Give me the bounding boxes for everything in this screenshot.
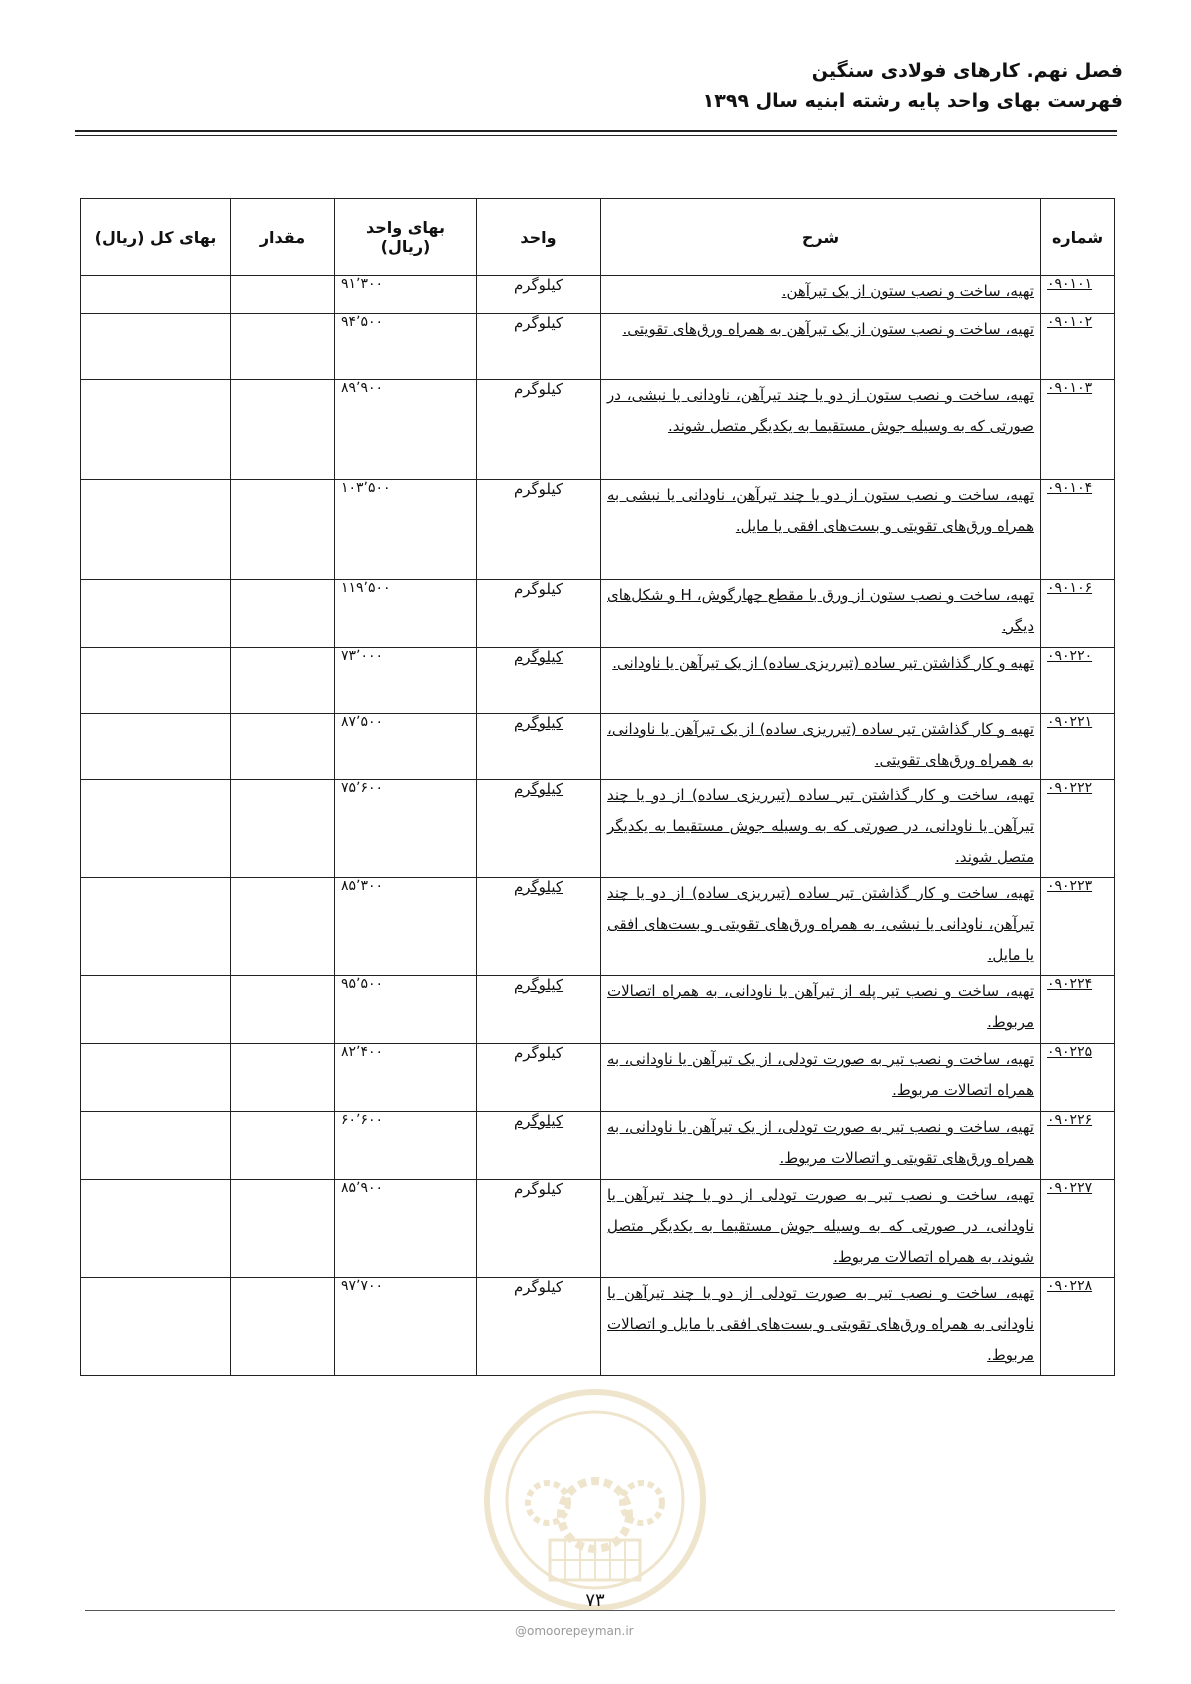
item-description-text: تهیه، ساخت و نصب ستون از دو یا چند تیرآهن، ناودانی یا نبشی به همراه ورق‌های تقویتی و بست‌های افقی یا مایل. bbox=[607, 486, 1034, 535]
item-total bbox=[81, 976, 231, 1044]
item-unit bbox=[477, 480, 601, 580]
item-total bbox=[81, 480, 231, 580]
item-description-text: تهیه، ساخت و نصب تیر به صورت تودلی، از یک تیرآهن یا ناودانی، به همراه اتصالات مربوط. bbox=[607, 1050, 1034, 1099]
page-number: ۷۳ bbox=[585, 1590, 605, 1611]
item-unit-text: کیلوگرم bbox=[513, 1180, 564, 1198]
item-code bbox=[1041, 380, 1115, 480]
item-quantity bbox=[231, 480, 335, 580]
item-description bbox=[601, 380, 1041, 480]
price-table bbox=[80, 198, 1115, 1376]
item-unit-text: کیلوگرم bbox=[513, 380, 564, 398]
item-unit-price-text: ۹۴٬۵۰۰ bbox=[341, 314, 384, 330]
item-code bbox=[1041, 314, 1115, 380]
item-unit-price-text: ۱۰۳٬۵۰۰ bbox=[341, 480, 391, 496]
item-quantity bbox=[231, 1112, 335, 1180]
item-unit-price-text: ۸۵٬۳۰۰ bbox=[341, 878, 384, 894]
chapter-title: فصل نهم. کارهای فولادی سنگین bbox=[811, 60, 1123, 82]
table-row bbox=[81, 648, 1115, 714]
table-row bbox=[81, 276, 1115, 314]
col-header-unit-price bbox=[335, 199, 477, 276]
table-header-row bbox=[81, 199, 1115, 276]
item-unit-text: کیلوگرم bbox=[513, 714, 564, 732]
item-code bbox=[1041, 714, 1115, 780]
item-code bbox=[1041, 1278, 1115, 1376]
item-unit bbox=[477, 580, 601, 648]
table-row bbox=[81, 1112, 1115, 1180]
item-total bbox=[81, 580, 231, 648]
header-rule-thin bbox=[75, 135, 1117, 136]
item-code-text: ۰۹۰۲۲۷ bbox=[1047, 1180, 1093, 1196]
item-unit-price-text: ۷۵٬۶۰۰ bbox=[341, 780, 384, 796]
item-code bbox=[1041, 480, 1115, 580]
item-description-text: تهیه، ساخت و نصب تیر به صورت تودلی، از یک تیرآهن یا ناودانی، به همراه ورق‌های تقویتی و اتصالات مربوط. bbox=[607, 1118, 1034, 1167]
item-code bbox=[1041, 780, 1115, 878]
item-quantity bbox=[231, 714, 335, 780]
item-quantity bbox=[231, 780, 335, 878]
item-unit bbox=[477, 1112, 601, 1180]
item-description-text: تهیه، ساخت و نصب ستون از دو یا چند تیرآهن، ناودانی یا نبشی، در صورتی که به وسیله جوش مستقیما به یکدیگر متصل شوند. bbox=[607, 386, 1034, 435]
item-code-text: ۰۹۰۲۲۵ bbox=[1047, 1044, 1093, 1060]
item-description-text: تهیه، ساخت و نصب تیر پله از تیرآهن یا ناودانی، به همراه اتصالات مربوط. bbox=[607, 982, 1034, 1031]
item-code-text: ۰۹۰۱۰۶ bbox=[1047, 580, 1093, 596]
item-total bbox=[81, 1044, 231, 1112]
item-description bbox=[601, 648, 1041, 714]
price-list-title: فهرست بهای واحد پایه رشته ابنیه سال ۱۳۹۹ bbox=[702, 90, 1123, 112]
item-description bbox=[601, 1044, 1041, 1112]
item-code-text: ۰۹۰۲۲۲ bbox=[1047, 780, 1093, 796]
item-quantity bbox=[231, 648, 335, 714]
col-header-total: بهای کل (ریال) bbox=[81, 199, 231, 276]
item-unit-price bbox=[335, 1180, 477, 1278]
item-code-text: ۰۹۰۲۲۱ bbox=[1047, 714, 1093, 730]
item-unit-text: کیلوگرم bbox=[513, 276, 564, 294]
watermark-url: @omoorepeyman.ir bbox=[515, 1624, 634, 1638]
item-unit bbox=[477, 878, 601, 976]
item-description-text: تهیه، ساخت و نصب تیر به صورت تودلی از دو یا چند تیرآهن یا ناودانی به همراه ورق‌های تقویتی و بست‌های افقی یا مایل و اتصالات مربوط. bbox=[607, 1284, 1034, 1364]
item-code bbox=[1041, 580, 1115, 648]
item-description bbox=[601, 276, 1041, 314]
item-code-text: ۰۹۰۱۰۲ bbox=[1047, 314, 1093, 330]
item-unit-text: کیلوگرم bbox=[513, 580, 564, 598]
item-description bbox=[601, 1112, 1041, 1180]
item-unit-text: کیلوگرم bbox=[513, 780, 564, 798]
item-quantity bbox=[231, 276, 335, 314]
item-description-text: تهیه، ساخت و نصب ستون از یک تیرآهن. bbox=[781, 282, 1034, 300]
footer-rule bbox=[85, 1610, 1115, 1611]
item-unit-price bbox=[335, 878, 477, 976]
item-unit bbox=[477, 1278, 601, 1376]
item-code bbox=[1041, 878, 1115, 976]
item-quantity bbox=[231, 380, 335, 480]
unit-price-currency: (ریال) bbox=[380, 237, 431, 256]
col-header-unit: واحد bbox=[477, 199, 601, 276]
item-unit bbox=[477, 714, 601, 780]
item-quantity bbox=[231, 1180, 335, 1278]
item-unit bbox=[477, 276, 601, 314]
item-unit bbox=[477, 976, 601, 1044]
item-description bbox=[601, 976, 1041, 1044]
item-code-text: ۰۹۰۱۰۳ bbox=[1047, 380, 1093, 396]
table-row bbox=[81, 976, 1115, 1044]
item-unit-price-text: ۹۱٬۳۰۰ bbox=[341, 276, 384, 292]
item-quantity bbox=[231, 1278, 335, 1376]
item-unit-price bbox=[335, 480, 477, 580]
item-quantity bbox=[231, 580, 335, 648]
item-description-text: تهیه و کار گذاشتن تیر ساده (تیرریزی ساده) از یک تیرآهن یا ناودانی. bbox=[612, 654, 1034, 672]
col-header-description: شرح bbox=[601, 199, 1041, 276]
item-quantity bbox=[231, 878, 335, 976]
item-unit-price bbox=[335, 314, 477, 380]
unit-price-label: بهای واحد bbox=[365, 218, 445, 237]
item-description bbox=[601, 1180, 1041, 1278]
item-code bbox=[1041, 1180, 1115, 1278]
item-description bbox=[601, 1278, 1041, 1376]
item-unit-price-text: ۹۵٬۵۰۰ bbox=[341, 976, 384, 992]
item-description bbox=[601, 580, 1041, 648]
item-description bbox=[601, 780, 1041, 878]
item-unit-text: کیلوگرم bbox=[513, 1278, 564, 1296]
table-row bbox=[81, 1180, 1115, 1278]
item-code bbox=[1041, 976, 1115, 1044]
table-row bbox=[81, 314, 1115, 380]
item-total bbox=[81, 1180, 231, 1278]
item-unit-text: کیلوگرم bbox=[513, 878, 564, 896]
item-unit-price bbox=[335, 714, 477, 780]
item-description-text: تهیه و کار گذاشتن تیر ساده (تیرریزی ساده) از یک تیرآهن یا ناودانی، به همراه ورق‌های تقویتی. bbox=[607, 720, 1034, 769]
item-code-text: ۰۹۰۲۲۳ bbox=[1047, 878, 1093, 894]
item-unit-price-text: ۷۳٬۰۰۰ bbox=[341, 648, 384, 664]
item-quantity bbox=[231, 976, 335, 1044]
item-total bbox=[81, 380, 231, 480]
item-description-text: تهیه، ساخت و کار گذاشتن تیر ساده (تیرریزی ساده) از دو یا چند تیرآهن یا ناودانی، در صورتی که به وسیله جوش مستقیما به یکدیگر متصل شوند. bbox=[607, 786, 1034, 866]
item-unit-text: کیلوگرم bbox=[513, 1112, 564, 1130]
item-unit-price bbox=[335, 1112, 477, 1180]
item-unit bbox=[477, 1180, 601, 1278]
item-unit-price-text: ۶۰٬۶۰۰ bbox=[341, 1112, 384, 1128]
item-unit-price-text: ۹۷٬۷۰۰ bbox=[341, 1278, 384, 1294]
item-unit-price-text: ۸۹٬۹۰۰ bbox=[341, 380, 384, 396]
item-unit bbox=[477, 314, 601, 380]
table-row bbox=[81, 380, 1115, 480]
item-quantity bbox=[231, 1044, 335, 1112]
item-description-text: تهیه، ساخت و نصب تیر به صورت تودلی از دو یا چند تیرآهن یا ناودانی، در صورتی که به وسیله جوش مستقیما به یکدیگر متصل شوند، به همراه اتصالات مربوط. bbox=[607, 1186, 1034, 1266]
table-row bbox=[81, 480, 1115, 580]
item-total bbox=[81, 648, 231, 714]
item-description bbox=[601, 480, 1041, 580]
page-header bbox=[73, 56, 1123, 116]
item-code-text: ۰۹۰۲۲۸ bbox=[1047, 1278, 1093, 1294]
item-description bbox=[601, 714, 1041, 780]
item-description-text: تهیه، ساخت و نصب ستون از یک تیرآهن به همراه ورق‌های تقویتی. bbox=[622, 320, 1034, 338]
item-description-text: تهیه، ساخت و نصب ستون از ورق با مقطع چهارگوش، H و شکل‌های دیگر. bbox=[607, 586, 1034, 635]
item-unit-price bbox=[335, 780, 477, 878]
item-unit-price bbox=[335, 648, 477, 714]
item-code bbox=[1041, 276, 1115, 314]
table-row bbox=[81, 1278, 1115, 1376]
item-code bbox=[1041, 1044, 1115, 1112]
col-header-code: شماره bbox=[1041, 199, 1115, 276]
item-unit-price bbox=[335, 976, 477, 1044]
item-total bbox=[81, 314, 231, 380]
item-description-text: تهیه، ساخت و کار گذاشتن تیر ساده (تیرریزی ساده) از دو یا چند تیرآهن، ناودانی یا نبشی، به همراه ورق‌های تقویتی و بست‌های افقی یا مایل. bbox=[607, 884, 1034, 964]
seal-watermark bbox=[480, 1385, 710, 1615]
item-code-text: ۰۹۰۱۰۴ bbox=[1047, 480, 1093, 496]
item-unit-price-text: ۱۱۹٬۵۰۰ bbox=[341, 580, 391, 596]
item-total bbox=[81, 714, 231, 780]
item-total bbox=[81, 1278, 231, 1376]
item-total bbox=[81, 878, 231, 976]
item-quantity bbox=[231, 314, 335, 380]
item-unit-price bbox=[335, 276, 477, 314]
item-unit bbox=[477, 780, 601, 878]
item-unit-price bbox=[335, 580, 477, 648]
item-unit-text: کیلوگرم bbox=[513, 1044, 564, 1062]
item-code-text: ۰۹۰۱۰۱ bbox=[1047, 276, 1093, 292]
item-unit-price bbox=[335, 1278, 477, 1376]
table-row bbox=[81, 878, 1115, 976]
item-unit bbox=[477, 380, 601, 480]
item-unit-text: کیلوگرم bbox=[513, 648, 564, 666]
table-row bbox=[81, 714, 1115, 780]
table-row bbox=[81, 580, 1115, 648]
item-total bbox=[81, 780, 231, 878]
item-unit-text: کیلوگرم bbox=[513, 480, 564, 498]
item-unit-text: کیلوگرم bbox=[513, 314, 564, 332]
item-unit-price bbox=[335, 380, 477, 480]
item-unit-text: کیلوگرم bbox=[513, 976, 564, 994]
item-description bbox=[601, 314, 1041, 380]
col-header-quantity: مقدار bbox=[231, 199, 335, 276]
item-code bbox=[1041, 1112, 1115, 1180]
item-unit-price-text: ۸۲٬۴۰۰ bbox=[341, 1044, 384, 1060]
item-code bbox=[1041, 648, 1115, 714]
item-unit bbox=[477, 1044, 601, 1112]
item-unit bbox=[477, 648, 601, 714]
item-code-text: ۰۹۰۲۲۰ bbox=[1047, 648, 1093, 664]
item-unit-price-text: ۸۷٬۵۰۰ bbox=[341, 714, 384, 730]
table-row bbox=[81, 780, 1115, 878]
item-unit-price-text: ۸۵٬۹۰۰ bbox=[341, 1180, 384, 1196]
item-code-text: ۰۹۰۲۲۶ bbox=[1047, 1112, 1093, 1128]
header-rule-thick bbox=[75, 130, 1117, 132]
item-description bbox=[601, 878, 1041, 976]
table-row bbox=[81, 1044, 1115, 1112]
item-code-text: ۰۹۰۲۲۴ bbox=[1047, 976, 1093, 992]
item-total bbox=[81, 1112, 231, 1180]
item-total bbox=[81, 276, 231, 314]
item-unit-price bbox=[335, 1044, 477, 1112]
